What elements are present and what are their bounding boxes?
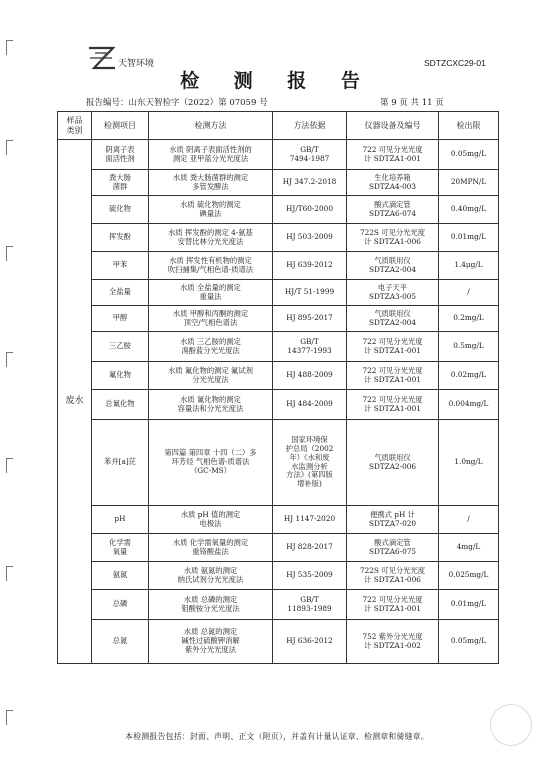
cell-basis: HJ 895-2017 [273,306,347,332]
cell-limit: 0.05mg/L [439,140,499,170]
cell-method: 水质 三乙胺的测定 溴酚蓝分光光度法 [149,332,273,362]
cell-basis: HJ 636-2012 [273,620,347,664]
table-row [58,590,499,620]
binding-mark [6,140,13,155]
cell-method: 水质 pH 值的测定 电极法 [149,506,273,534]
cell-method: 水质 总磷的测定 钼酸铵分光光度法 [149,590,273,620]
cell-instrument: 722 可见分光光度 计 SDTZA1-001 [347,390,439,420]
binding-mark [6,352,13,367]
cell-item: 三乙胺 [92,332,149,362]
cell-limit: 0.02mg/L [439,362,499,390]
cell-limit: / [439,280,499,306]
cell-limit: / [439,506,499,534]
cell-item: 总氮 [92,620,149,664]
cell-method: 水质 氨氮的测定 纳氏试剂分光光度法 [149,562,273,590]
table-row [58,280,499,306]
column-header: 检测项目 [92,112,149,140]
cell-basis: HJ 535-2009 [273,562,347,590]
cell-limit: 4mg/L [439,534,499,562]
binding-mark [6,40,13,55]
cell-instrument: 电子天平 SDTZA3-005 [347,280,439,306]
company-name: 天智环境 [118,59,155,69]
cell-instrument: 722 可见分光光度 计 SDTZA1-001 [347,140,439,170]
cell-method: 水质 粪大肠菌群的测定 多管发酵法 [149,170,273,196]
cell-basis: HJ 503-2009 [273,224,347,252]
binding-mark [6,246,13,261]
cell-item: 粪大肠 菌群 [92,170,149,196]
cell-limit: 20MPN/L [439,170,499,196]
cell-basis: GB/T 11893-1989 [273,590,347,620]
report-footer-note: 本检测报告包括：封面、声明、正文（附页），并盖有计量认证章、检测章和骑缝章。 [125,732,429,741]
cell-item: 甲醇 [92,306,149,332]
cell-item: 全盐量 [92,280,149,306]
table-row [58,224,499,252]
cell-basis: HJ/T 51-1999 [273,280,347,306]
column-header: 样品 类别 [58,112,92,140]
cell-instrument: 生化培养箱 SDTZA4-003 [347,170,439,196]
cell-limit: 0.01mg/L [439,224,499,252]
test-methods-table [57,111,499,664]
cell-item: 氟化物 [92,362,149,390]
cell-instrument: 气质联用仪 SDTZA2-004 [347,252,439,280]
cell-instrument: 气质联用仪 SDTZA2-006 [347,420,439,506]
table-header-row [58,112,499,140]
cell-method: 水质 挥发酚的测定 4-氨基 安替比林分光光度法 [149,224,273,252]
binding-mark [6,710,13,725]
cell-basis: 国家环境保 护总局（2002 年）《水和废 水监测分析 方法》(第四版 增补版) [273,420,347,506]
cell-limit: 0.05mg/L [439,620,499,664]
cell-limit: 0.40mg/L [439,196,499,224]
sample-category-cell: 废水 [58,140,92,664]
binding-mark [6,458,13,473]
table-row [58,390,499,420]
cell-limit: 1.4μg/L [439,252,499,280]
table-row [58,196,499,224]
document-code: SDTZCXC29-01 [424,58,486,68]
table-row [58,534,499,562]
cell-instrument: 气质联用仪 SDTZA2-004 [347,306,439,332]
table-row [58,620,499,664]
cell-instrument: 722S 可见分光光度 计 SDTZA1-006 [347,224,439,252]
column-header: 仪器设备及编号 [347,112,439,140]
table-row [58,562,499,590]
cell-basis: HJ 828-2017 [273,534,347,562]
cell-method: 水质 氟化物的测定 氟试剂 分光光度法 [149,362,273,390]
report-title: 检 测 报 告 [180,70,374,92]
cell-instrument: 722 可见分光光度 计 SDTZA1-001 [347,362,439,390]
cell-basis: HJ 1147-2020 [273,506,347,534]
cell-method: 水质 氰化物的测定 容量法和分光光度法 [149,390,273,420]
binding-mark [6,566,13,581]
cell-method: 水质 全盐量的测定 重量法 [149,280,273,306]
cell-method: 水质 硫化物的测定 碘量法 [149,196,273,224]
cell-instrument: 722S 可见分光光度 计 SDTZA1-006 [347,562,439,590]
cell-basis: HJ 484-2009 [273,390,347,420]
report-number: 报告编号：山东天智检字（2022）第 07059 号 [86,98,268,108]
cell-limit: 0.5mg/L [439,332,499,362]
cell-limit: 0.01mg/L [439,590,499,620]
table-row [58,252,499,280]
cell-limit: 1.0ng/L [439,420,499,506]
cell-item: 硫化物 [92,196,149,224]
table-row [58,362,499,390]
cell-basis: HJ 488-2009 [273,362,347,390]
cell-instrument: 酸式滴定管 SDTZA6-075 [347,534,439,562]
cell-method: 水质 甲醇和丙酮的测定 顶空/气相色谱法 [149,306,273,332]
cell-method: 水质 挥发性有机物的测定 吹扫捕集/气相色谱-质谱法 [149,252,273,280]
cell-method: 第四篇 第四章 十四（二）多 环芳烃 气相色谱-质谱法 （GC-MS） [149,420,273,506]
cell-instrument: 便携式 pH 计 SDTZA7-020 [347,506,439,534]
cell-basis: HJ 347.2-2018 [273,170,347,196]
cell-method: 水质 总氮的测定 碱性过硫酸钾消解 紫外分光光度法 [149,620,273,664]
cell-item: 总磷 [92,590,149,620]
cell-basis: HJ/T60-2000 [273,196,347,224]
cell-item: 阴离子表 面活性剂 [92,140,149,170]
cell-item: 挥发酚 [92,224,149,252]
cell-item: 化学需 氧量 [92,534,149,562]
cell-instrument: 752 紫外分光光度 计 SDTZA1-002 [347,620,439,664]
cell-item: 氨氮 [92,562,149,590]
table-row [58,170,499,196]
table-row [58,140,499,170]
cell-basis: GB/T 14377-1993 [273,332,347,362]
cell-limit: 0.025mg/L [439,562,499,590]
cell-method: 水质 阴离子表面活性剂的 测定 亚甲蓝分光光度法 [149,140,273,170]
cell-basis: HJ 639-2012 [273,252,347,280]
column-header: 方法依据 [273,112,347,140]
cell-instrument: 722 可见分光光度 计 SDTZA1-001 [347,590,439,620]
cell-item: pH [92,506,149,534]
cell-instrument: 酸式滴定管 SDTZA6-074 [347,196,439,224]
cell-item: 甲苯 [92,252,149,280]
cell-method: 水质 化学需氧量的测定 重铬酸盐法 [149,534,273,562]
table-row [58,506,499,534]
column-header: 检出限 [439,112,499,140]
cell-basis: GB/T 7494-1987 [273,140,347,170]
column-header: 检测方法 [149,112,273,140]
table-row [58,306,499,332]
cell-limit: 0.004mg/L [439,390,499,420]
cell-item: 苯并[a]芘 [92,420,149,506]
table-row [58,332,499,362]
page-number: 第 9 页 共 11 页 [380,98,444,108]
cell-limit: 0.2mg/L [439,306,499,332]
cell-instrument: 722 可见分光光度 计 SDTZA1-001 [347,332,439,362]
cell-item: 总氰化物 [92,390,149,420]
table-row [58,420,499,506]
